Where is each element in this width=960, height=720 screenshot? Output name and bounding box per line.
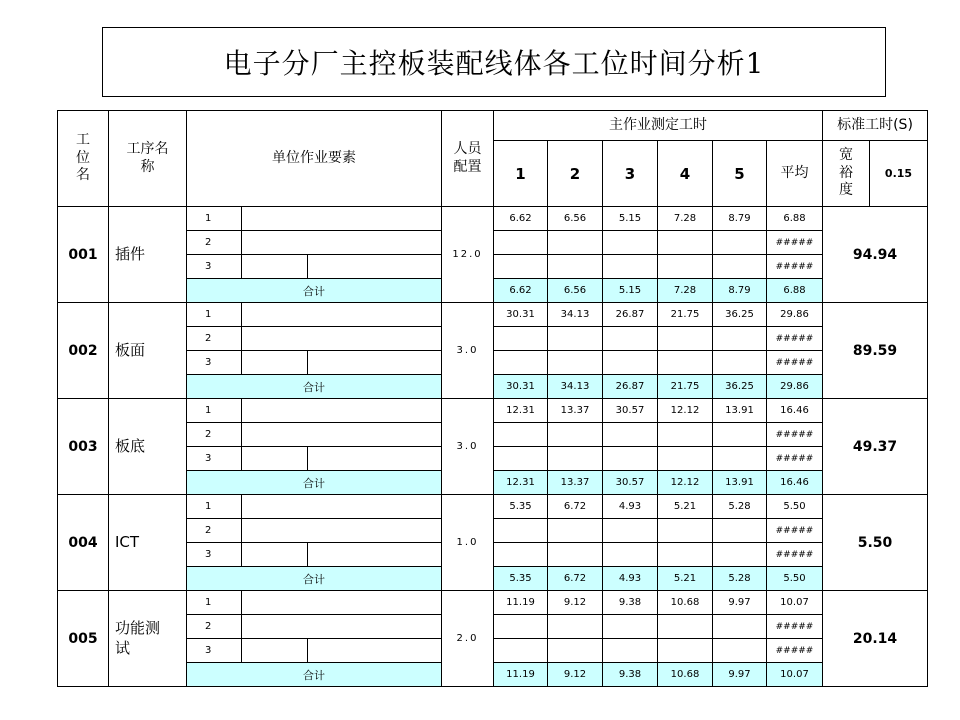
measured-empty	[658, 543, 713, 567]
measured-empty	[603, 543, 658, 567]
measured-empty	[658, 351, 713, 375]
measured-value: 11.19	[494, 591, 548, 615]
sum-value: 13.91	[713, 471, 767, 495]
measured-value: 9.12	[548, 591, 603, 615]
standard-time: 94.94	[823, 207, 928, 303]
element-cell	[308, 639, 442, 663]
sum-value: 4.93	[603, 567, 658, 591]
table-row	[58, 207, 928, 231]
measured-empty	[658, 327, 713, 351]
sum-value: 5.35	[494, 567, 548, 591]
element-cell	[242, 351, 308, 375]
station-code: 001	[58, 207, 109, 303]
measured-empty	[494, 543, 548, 567]
element-index: 3	[187, 639, 242, 663]
header-station	[58, 111, 109, 207]
measured-empty	[713, 423, 767, 447]
process-name	[109, 303, 187, 399]
measured-empty	[494, 255, 548, 279]
sum-value: 7.28	[658, 279, 713, 303]
standard-time: 5.50	[823, 495, 928, 591]
sum-value: 29.86	[767, 375, 823, 399]
measured-empty	[548, 351, 603, 375]
measured-empty	[494, 231, 548, 255]
staff-count: 2.0	[442, 591, 494, 687]
process-name-text: ICT	[115, 532, 140, 551]
element-cell	[242, 495, 442, 519]
measured-empty	[548, 639, 603, 663]
element-cell	[308, 543, 442, 567]
measured-empty	[548, 447, 603, 471]
measured-empty	[658, 255, 713, 279]
col-5: 5	[713, 141, 767, 207]
measured-empty	[494, 351, 548, 375]
sum-label: 合计	[187, 279, 442, 303]
sum-value: 34.13	[548, 375, 603, 399]
measured-value: 21.75	[658, 303, 713, 327]
element-cell	[308, 255, 442, 279]
header-station-label: 工 位 名	[76, 132, 90, 184]
sum-label: 合计	[187, 567, 442, 591]
time-analysis-table	[57, 110, 928, 687]
sum-value: 10.07	[767, 663, 823, 687]
sum-value: 6.56	[548, 279, 603, 303]
element-index: 1	[187, 303, 242, 327]
staff-count: 1.0	[442, 495, 494, 591]
average-overflow: #####	[767, 615, 823, 639]
sum-value: 36.25	[713, 375, 767, 399]
element-index: 2	[187, 519, 242, 543]
element-index: 3	[187, 255, 242, 279]
element-index: 3	[187, 447, 242, 471]
process-name	[109, 591, 187, 687]
header-staff	[442, 111, 494, 207]
measured-empty	[603, 615, 658, 639]
standard-time: 89.59	[823, 303, 928, 399]
element-cell	[242, 591, 442, 615]
measured-value: 5.21	[658, 495, 713, 519]
sum-value: 5.50	[767, 567, 823, 591]
measured-value: 29.86	[767, 303, 823, 327]
measured-empty	[658, 447, 713, 471]
measured-empty	[548, 543, 603, 567]
staff-count: 3.0	[442, 399, 494, 495]
measured-value: 9.38	[603, 591, 658, 615]
measured-empty	[548, 519, 603, 543]
measured-empty	[713, 447, 767, 471]
measured-value: 4.93	[603, 495, 658, 519]
sum-value: 13.37	[548, 471, 603, 495]
average-overflow: #####	[767, 543, 823, 567]
element-index: 3	[187, 543, 242, 567]
col-1: 1	[494, 141, 548, 207]
measured-empty	[603, 519, 658, 543]
measured-empty	[603, 327, 658, 351]
measured-value: 34.13	[548, 303, 603, 327]
measured-value: 16.46	[767, 399, 823, 423]
measured-value: 5.15	[603, 207, 658, 231]
sum-value: 10.68	[658, 663, 713, 687]
element-index: 1	[187, 495, 242, 519]
measured-value: 12.31	[494, 399, 548, 423]
page-title: 电子分厂主控板装配线体各工位时间分析1	[223, 47, 765, 80]
sum-value: 5.28	[713, 567, 767, 591]
station-code: 005	[58, 591, 109, 687]
sum-value: 9.38	[603, 663, 658, 687]
process-name-text: 插件	[115, 244, 146, 263]
measured-value: 9.97	[713, 591, 767, 615]
process-name	[109, 495, 187, 591]
measured-value: 6.88	[767, 207, 823, 231]
sum-value: 12.12	[658, 471, 713, 495]
header-process	[109, 111, 187, 207]
sum-value: 9.97	[713, 663, 767, 687]
standard-time: 49.37	[823, 399, 928, 495]
element-cell	[242, 447, 308, 471]
measured-empty	[603, 639, 658, 663]
element-cell	[242, 327, 442, 351]
allowance-label	[823, 141, 870, 207]
measured-empty	[713, 543, 767, 567]
sum-value: 6.62	[494, 279, 548, 303]
measured-empty	[603, 255, 658, 279]
col-average: 平均	[767, 141, 823, 207]
measured-value: 13.91	[713, 399, 767, 423]
measured-empty	[548, 615, 603, 639]
sum-value: 16.46	[767, 471, 823, 495]
element-cell	[242, 519, 442, 543]
measured-empty	[548, 327, 603, 351]
element-index: 2	[187, 615, 242, 639]
table-row	[58, 591, 928, 615]
average-overflow: #####	[767, 351, 823, 375]
element-index: 1	[187, 591, 242, 615]
measured-empty	[494, 519, 548, 543]
element-index: 2	[187, 327, 242, 351]
measured-value: 6.56	[548, 207, 603, 231]
element-cell	[242, 231, 442, 255]
sum-value: 30.57	[603, 471, 658, 495]
measured-value: 6.72	[548, 495, 603, 519]
process-name-text: 功能测 试	[115, 619, 161, 657]
sum-label: 合计	[187, 471, 442, 495]
measured-empty	[658, 519, 713, 543]
element-cell	[308, 447, 442, 471]
header-elements: 单位作业要素	[187, 111, 442, 207]
sum-value: 6.72	[548, 567, 603, 591]
measured-empty	[658, 639, 713, 663]
col-4: 4	[658, 141, 713, 207]
element-cell	[308, 351, 442, 375]
process-name-text: 板面	[115, 340, 146, 359]
measured-value: 30.31	[494, 303, 548, 327]
element-index: 1	[187, 207, 242, 231]
measured-value: 12.12	[658, 399, 713, 423]
measured-empty	[494, 639, 548, 663]
measured-empty	[713, 231, 767, 255]
sum-value: 12.31	[494, 471, 548, 495]
measured-value: 10.68	[658, 591, 713, 615]
measured-empty	[494, 423, 548, 447]
staff-count: 3.0	[442, 303, 494, 399]
measured-empty	[494, 447, 548, 471]
table-row	[58, 399, 928, 423]
sum-label: 合计	[187, 663, 442, 687]
sum-value: 26.87	[603, 375, 658, 399]
sum-value: 5.21	[658, 567, 713, 591]
station-code: 004	[58, 495, 109, 591]
average-overflow: #####	[767, 639, 823, 663]
element-index: 2	[187, 231, 242, 255]
element-cell	[242, 423, 442, 447]
sum-value: 21.75	[658, 375, 713, 399]
element-index: 3	[187, 351, 242, 375]
measured-empty	[548, 231, 603, 255]
title-box	[102, 27, 886, 97]
element-cell	[242, 543, 308, 567]
measured-empty	[548, 255, 603, 279]
measured-value: 5.35	[494, 495, 548, 519]
col-3: 3	[603, 141, 658, 207]
sum-label: 合计	[187, 375, 442, 399]
measured-empty	[494, 615, 548, 639]
measured-empty	[658, 615, 713, 639]
measured-empty	[713, 255, 767, 279]
average-overflow: #####	[767, 327, 823, 351]
average-overflow: #####	[767, 255, 823, 279]
element-cell	[242, 639, 308, 663]
measured-empty	[713, 519, 767, 543]
col-2: 2	[548, 141, 603, 207]
header-measured: 主作业测定工时	[494, 111, 823, 141]
process-name	[109, 399, 187, 495]
measured-value: 36.25	[713, 303, 767, 327]
measured-value: 26.87	[603, 303, 658, 327]
element-index: 2	[187, 423, 242, 447]
element-cell	[242, 303, 442, 327]
measured-value: 5.50	[767, 495, 823, 519]
sum-value: 9.12	[548, 663, 603, 687]
measured-empty	[603, 423, 658, 447]
measured-empty	[603, 231, 658, 255]
measured-value: 13.37	[548, 399, 603, 423]
sum-value: 30.31	[494, 375, 548, 399]
measured-empty	[658, 423, 713, 447]
average-overflow: #####	[767, 231, 823, 255]
sum-value: 5.15	[603, 279, 658, 303]
measured-empty	[658, 231, 713, 255]
element-index: 1	[187, 399, 242, 423]
allowance-label-text: 宽 裕 度	[839, 147, 853, 199]
allowance-value: 0.15	[870, 141, 928, 207]
measured-value: 30.57	[603, 399, 658, 423]
staff-count: 12.0	[442, 207, 494, 303]
average-overflow: #####	[767, 423, 823, 447]
measured-empty	[713, 639, 767, 663]
measured-empty	[603, 447, 658, 471]
measured-empty	[713, 327, 767, 351]
measured-empty	[494, 327, 548, 351]
header-process-label: 工序名 称	[126, 141, 169, 175]
element-cell	[242, 615, 442, 639]
process-name-text: 板底	[115, 436, 146, 455]
measured-value: 5.28	[713, 495, 767, 519]
sum-value: 8.79	[713, 279, 767, 303]
measured-empty	[713, 615, 767, 639]
station-code: 002	[58, 303, 109, 399]
sum-value: 11.19	[494, 663, 548, 687]
process-name	[109, 207, 187, 303]
measured-value: 10.07	[767, 591, 823, 615]
average-overflow: #####	[767, 447, 823, 471]
header-standard: 标准工时(S)	[823, 111, 928, 141]
table-row	[58, 303, 928, 327]
standard-time: 20.14	[823, 591, 928, 687]
measured-value: 7.28	[658, 207, 713, 231]
element-cell	[242, 399, 442, 423]
measured-value: 8.79	[713, 207, 767, 231]
header-staff-label: 人员 配置	[453, 141, 482, 175]
average-overflow: #####	[767, 519, 823, 543]
element-cell	[242, 207, 442, 231]
measured-empty	[603, 351, 658, 375]
station-code: 003	[58, 399, 109, 495]
element-cell	[242, 255, 308, 279]
table-row	[58, 495, 928, 519]
sum-value: 6.88	[767, 279, 823, 303]
measured-value: 6.62	[494, 207, 548, 231]
measured-empty	[713, 351, 767, 375]
measured-empty	[548, 423, 603, 447]
